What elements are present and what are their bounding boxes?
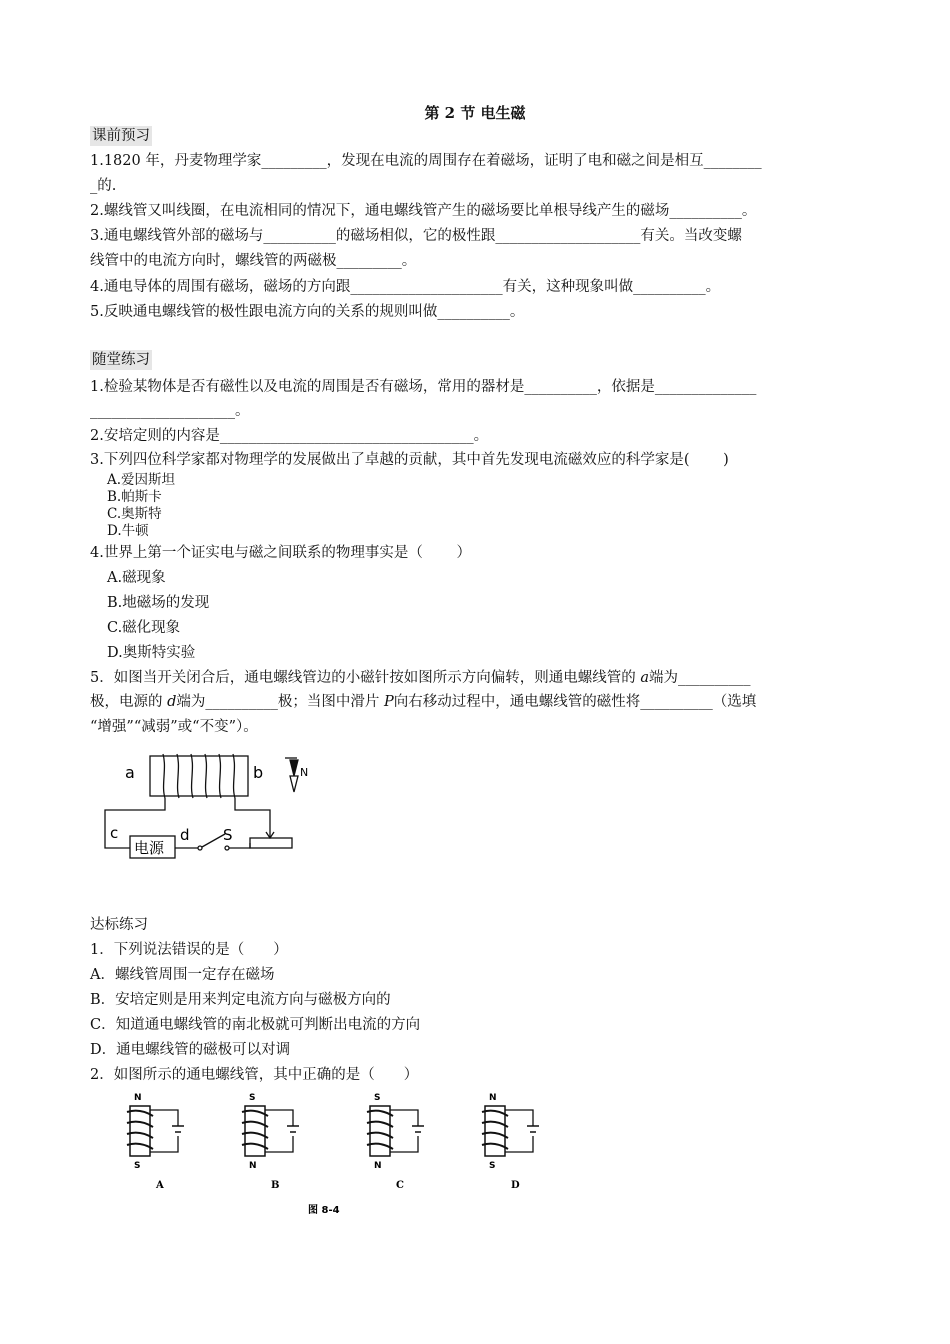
preview-line: 线管中的电流方向时，螺线管的两磁极_________。 — [90, 253, 417, 269]
label-s: S — [223, 826, 233, 844]
label-a: a — [125, 763, 135, 782]
solenoid-option — [127, 1093, 184, 1191]
question-line: 3.下列四位科学家都对物理学的发展做出了卓越的贡献，其中首先发现电流磁效应的科学家是( ) — [90, 452, 729, 468]
solenoid-options-figure — [120, 1088, 560, 1218]
preview-line: _的. — [90, 178, 117, 194]
option: C.磁化现象 — [107, 620, 181, 636]
option-label: B — [271, 1180, 280, 1191]
option: B．安培定则是用来判定电流方向与磁极方向的 — [90, 992, 391, 1008]
option: A．螺线管周围一定存在磁场 — [90, 967, 275, 983]
pole-label-top: S — [249, 1093, 256, 1103]
pole-label-bottom: N — [249, 1161, 257, 1171]
preview-line: 1.1820 年，丹麦物理学家_________，发现在电流的周围存在着磁场，证明了电和磁之间是相互________ — [90, 153, 762, 169]
option-label: C — [396, 1180, 404, 1191]
figure-caption: 图 8-4 — [308, 1205, 340, 1216]
option: D.奥斯特实验 — [107, 645, 196, 661]
question-line: 5．如图当开关闭合后，通电螺线管边的小磁针按如图所示方向偏转，则通电螺线管的 a端为__________ — [90, 670, 751, 686]
compass-needle — [290, 760, 298, 776]
solenoid-option — [367, 1093, 424, 1191]
section-heading-standard: 达标练习 — [90, 917, 148, 933]
section-heading-practice: 随堂练习 — [92, 352, 150, 368]
pole-label-bottom: S — [134, 1161, 141, 1171]
option: A.磁现象 — [107, 570, 166, 586]
question-line: 1.检验某物体是否有磁性以及电流的周围是否有磁场，常用的器材是__________，依据是______________ — [90, 379, 757, 395]
question-line: ____________________。 — [90, 403, 250, 419]
pole-label-top: S — [374, 1093, 381, 1103]
label-b: b — [253, 763, 264, 782]
preview-line: 5.反映通电螺线管的极性跟电流方向的关系的规则叫做__________。 — [90, 304, 525, 320]
label-c: c — [110, 824, 119, 842]
question-line: 极，电源的 d端为__________极；当图中滑片 P向右移动过程中，通电螺线管的磁性将__________（选填 — [90, 694, 757, 710]
question-line: 1．下列说法错误的是（ ） — [90, 942, 288, 958]
pole-label-bottom: N — [374, 1161, 382, 1171]
label-n: N — [300, 766, 309, 779]
option: C．知道通电螺线管的南北极就可判断出电流的方向 — [90, 1017, 421, 1033]
pole-label-top: N — [489, 1093, 497, 1103]
option-label: D — [511, 1180, 520, 1191]
option: A.爱因斯坦 — [107, 472, 176, 488]
page-title: 第 2 节 电生磁 — [424, 104, 526, 122]
question-line: 2．如图所示的通电螺线管，其中正确的是（ ） — [90, 1067, 419, 1083]
solenoid-coil — [163, 754, 235, 798]
preview-line: 3.通电螺线管外部的磁场与__________的磁场相似，它的极性跟____________________有关。当改变螺 — [90, 228, 742, 244]
rheostat — [250, 838, 292, 848]
label-d: d — [180, 826, 190, 844]
option: D．通电螺线管的磁极可以对调 — [90, 1042, 291, 1058]
power-label: 电源 — [134, 839, 165, 857]
solenoid-option — [242, 1093, 299, 1191]
option: B.帕斯卡 — [107, 489, 162, 505]
question-line: 2.安培定则的内容是___________________________________。 — [90, 428, 489, 444]
pole-label-bottom: S — [489, 1161, 496, 1171]
question-line: “增强”“减弱”或“不变”）。 — [90, 719, 258, 735]
circuit-diagram — [95, 748, 335, 863]
pole-label-top: N — [134, 1093, 142, 1103]
option: B.地磁场的发现 — [107, 595, 210, 611]
option: D.牛顿 — [107, 523, 149, 539]
question-line: 4.世界上第一个证实电与磁之间联系的物理事实是（ ） — [90, 545, 471, 561]
preview-line: 4.通电导体的周围有磁场，磁场的方向跟_____________________有关，这种现象叫做__________。 — [90, 279, 721, 295]
solenoid-option — [482, 1093, 539, 1191]
option-label: A — [156, 1180, 164, 1191]
section-heading-preview: 课前预习 — [92, 128, 150, 144]
option: C.奥斯特 — [107, 506, 162, 522]
preview-line: 2.螺线管又叫线圈，在电流相同的情况下，通电螺线管产生的磁场要比单根导线产生的磁场__________。 — [90, 203, 757, 219]
